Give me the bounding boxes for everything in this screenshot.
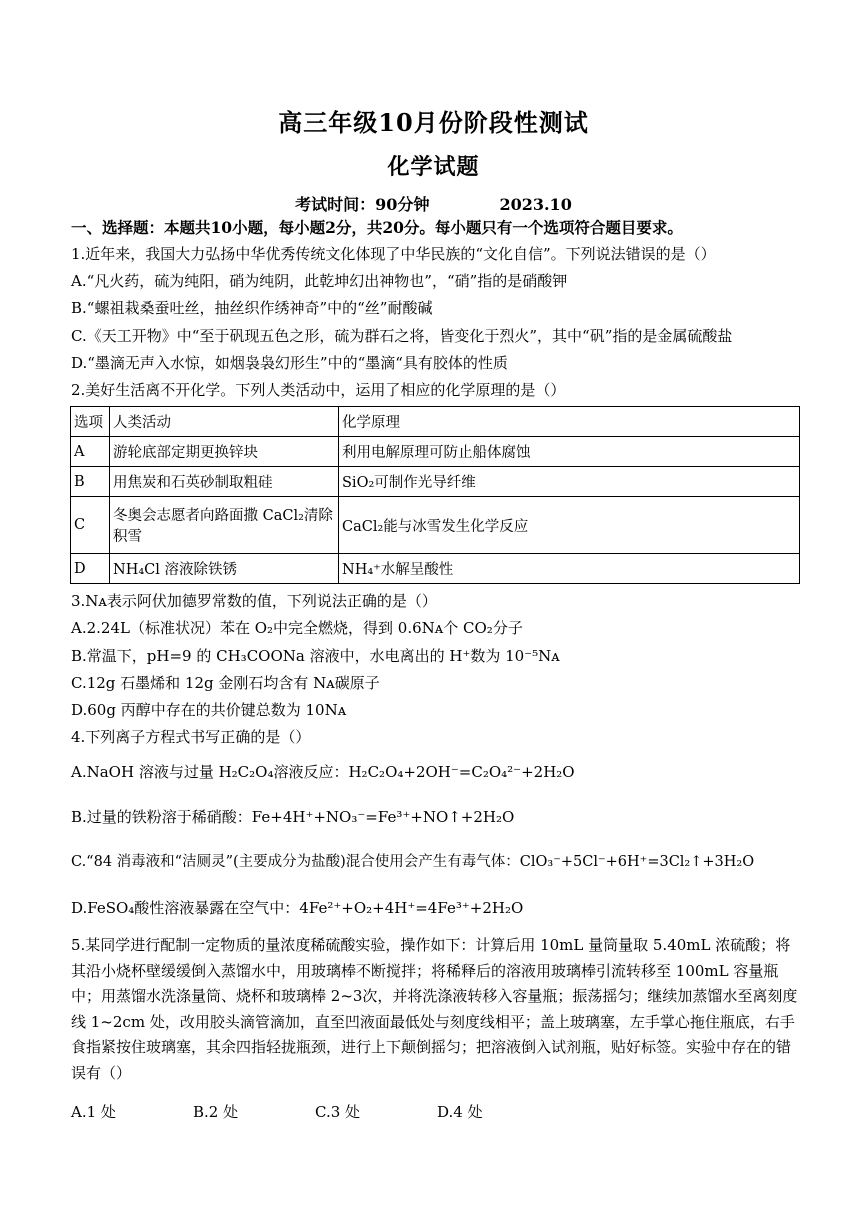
exam-time: 考试时间：90分钟 — [295, 195, 430, 214]
table-cell: NH₄Cl 溶液除铁锈 — [110, 554, 339, 584]
table-header-cell: 人类活动 — [110, 407, 339, 437]
q1-stem: 1.近年来，我国大力弘扬中华优秀传统文化体现了中华民族的“文化自信”。下列说法错误的是（） — [71, 245, 716, 263]
exam-info — [0, 192, 867, 215]
page-subtitle: 化学试题 — [387, 154, 480, 180]
q5-stem: 5.某同学进行配制一定物质的量浓度稀硫酸实验，操作如下：计算后用 10mL 量筒量取 5.40mL 浓硫酸；将其沿小烧杯壁缓缓倒入蒸馏水中，用玻璃棒不断搅拌；将稀释后的溶液用玻璃棒引流转移至 100mL 容量瓶中；用蒸馏水洗涤量筒、烧杯和玻璃棒 2~3次，并将洗涤液转移入容量瓶；振荡摇匀；继续加蒸馏水至离刻度线 1~2cm 处，改用胶头滴管滴加，直至凹液面最低处与刻度线相平；盖上玻璃塞，左手掌心拖住瓶底，右手食指紧按住玻璃塞，其余四指轻拢瓶颈，进行上下颠倒摇匀；把溶液倒入试剂瓶，贴好标签。实验中存在的错误有（） — [71, 936, 798, 1082]
q5-option-b: B.2 处 — [193, 1103, 239, 1121]
table-cell: D — [71, 554, 110, 584]
q3-option-c: C.12g 石墨烯和 12g 金刚石均含有 Nᴀ碳原子 — [71, 674, 380, 692]
table-cell: 用焦炭和石英砂制取粗硅 — [110, 467, 339, 497]
table-cell: SiO₂可制作光导纤维 — [339, 467, 800, 497]
q4-option-b: B.过量的铁粉溶于稀硝酸：Fe+4H⁺+NO₃⁻=Fe³⁺+NO↑+2H₂O — [71, 808, 515, 826]
q2-stem: 2.美好生活离不开化学。下列人类活动中，运用了相应的化学原理的是（） — [71, 381, 566, 399]
table-cell: A — [71, 437, 110, 467]
q4-option-c: C.“84 消毒液和“洁厕灵”(主要成分为盐酸)混合使用会产生有毒气体：ClO₃⁻+5Cl⁻+6H⁺=3Cl₂↑+3H₂O — [71, 854, 755, 870]
table-cell: B — [71, 467, 110, 497]
q3-option-a: A.2.24L（标准状况）苯在 O₂中完全燃烧，得到 0.6Nᴀ个 CO₂分子 — [71, 619, 523, 637]
q4-option-d: D.FeSO₄酸性溶液暴露在空气中：4Fe²⁺+O₂+4H⁺=4Fe³⁺+2H₂O — [71, 899, 524, 917]
page-title: 高三年级10月份阶段性测试 — [278, 108, 589, 137]
table-cell: CaCl₂能与冰雪发生化学反应 — [339, 497, 800, 554]
q2-table — [70, 406, 800, 584]
q5-options — [71, 1101, 559, 1122]
q3-option-b: B.常温下，pH=9 的 CH₃COONa 溶液中，水电离出的 H⁺数为 10⁻⁵Nᴀ — [71, 647, 560, 665]
q1-option-b: B.“螺祖栽桑蚕吐丝，抽丝织作绣神奇”中的“丝”耐酸碱 — [71, 299, 433, 317]
q4-stem: 4.下列离子方程式书写正确的是（） — [71, 728, 311, 746]
table-cell: 游轮底部定期更换锌块 — [110, 437, 339, 467]
q5-option-a: A.1 处 — [71, 1103, 116, 1121]
q5-option-c: C.3 处 — [315, 1103, 361, 1121]
table-header-row — [71, 407, 800, 437]
exam-date: 2023.10 — [499, 195, 572, 214]
q1-option-c: C.《天工开物》中“至于矾现五色之形，硫为群石之将，皆变化于烈火”，其中“矾”指的是金属硫酸盐 — [71, 327, 733, 345]
table-cell: C — [71, 497, 110, 554]
q3-option-d: D.60g 丙醇中存在的共价键总数为 10Nᴀ — [71, 701, 347, 719]
table-row — [71, 554, 800, 584]
q4-option-a: A.NaOH 溶液与过量 H₂C₂O₄溶液反应：H₂C₂O₄+2OH⁻=C₂O₄²⁻+2H₂O — [71, 763, 575, 781]
table-cell: NH₄⁺水解呈酸性 — [339, 554, 800, 584]
q1-option-a: A.“凡火药，硫为纯阳，硝为纯阴，此乾坤幻出神物也”，“硝”指的是硝酸钾 — [71, 272, 568, 290]
q3-stem: 3.Nᴀ表示阿伏加德罗常数的值，下列说法正确的是（） — [71, 592, 437, 610]
q5-option-d: D.4 处 — [437, 1103, 483, 1121]
table-row — [71, 437, 800, 467]
table-header-cell: 选项 — [71, 407, 110, 437]
table-cell: 冬奥会志愿者向路面撒 CaCl₂清除积雪 — [110, 497, 339, 554]
table-row — [71, 467, 800, 497]
q1-option-d: D.“墨滴无声入水惊，如烟袅袅幻形生”中的“墨滴“具有胶体的性质 — [71, 354, 508, 372]
table-row — [71, 497, 800, 554]
section-heading: 一、选择题：本题共10小题，每小题2分，共20分。每小题只有一个选项符合题目要求。 — [71, 218, 683, 237]
table-header-cell: 化学原理 — [339, 407, 800, 437]
table-cell: 利用电解原理可防止船体腐蚀 — [339, 437, 800, 467]
